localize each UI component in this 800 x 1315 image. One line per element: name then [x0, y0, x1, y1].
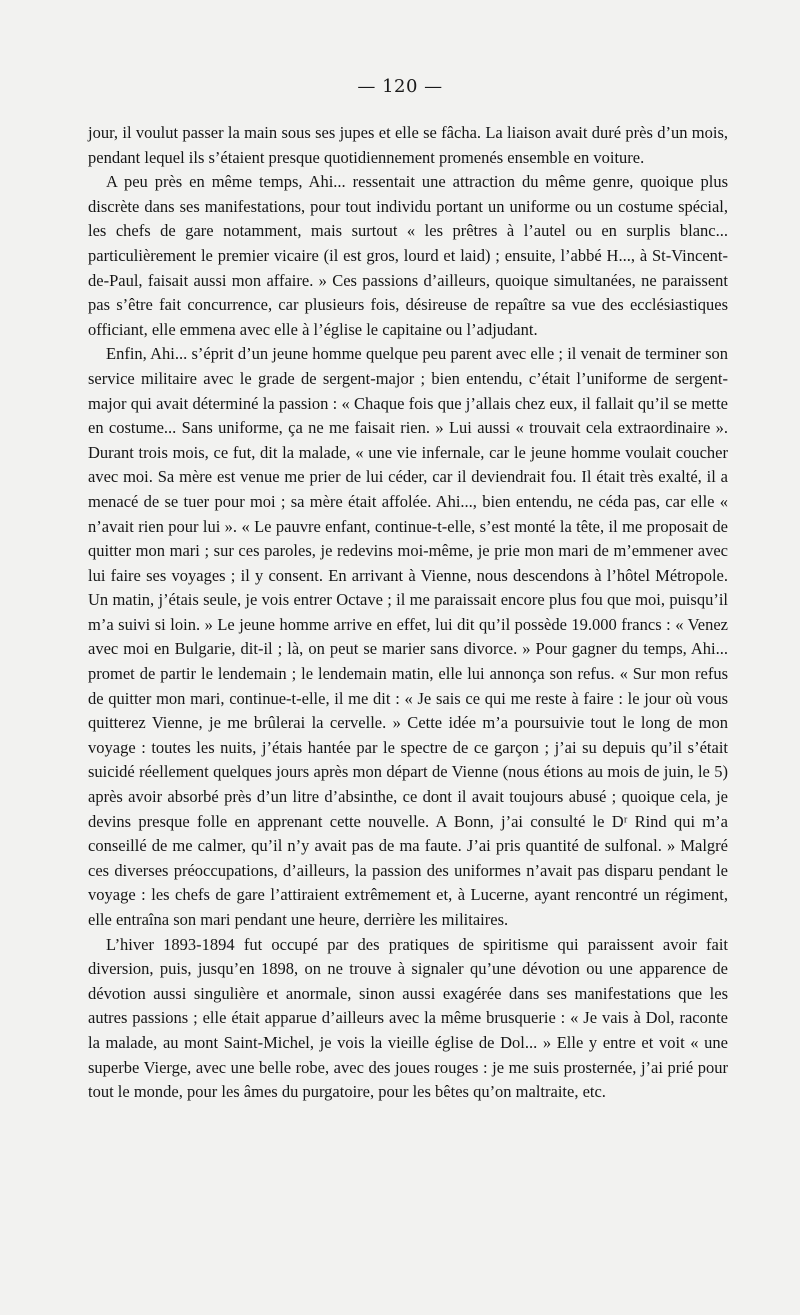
paragraph-4: L’hiver 1893-1894 fut occupé par des pratiques de spiritisme qui paraissent avoir fait diversion, puis, jusqu’en 1898, on ne trouve à signaler qu’une dévotion ou une apparence de dévotion aussi singulière et anormale, sinon aussi exagérée dans ses manifestations que les autres passions ; elle était apparue d’ailleurs avec la même brusquerie : « Je vais à Dol, raconte la malade, au mont Saint-Michel, je vois la vieille église de Dol... » Elle y entre et voit « une superbe Vierge, avec une belle robe, avec des joues rouges : je me suis prosternée, j’ai prié pour tout le monde, pour les âmes du purgatoire, pour les bêtes qu’on maltraite, etc. [88, 934, 728, 1102]
page-number: — 120 — [357, 76, 443, 97]
body-text [88, 121, 728, 1105]
paragraph-1: jour, il voulut passer la main sous ses jupes et elle se fâcha. La liaison avait duré près d’un mois, pendant lequel ils s’étaient presque quotidiennement promenés ensemble en voiture. [88, 123, 728, 167]
paragraph-3: Enfin, Ahi... s’éprit d’un jeune homme quelque peu parent avec elle ; il venait de terminer son service militaire avec le grade de sergent-major ; bien entendu, c’était l’uniforme de sergent-major qui avait déterminé la passion : « Chaque fois que j’allais chez eux, il fallait qu’il se mette en costume... Sans uniforme, ça ne me faisait rien. » Lui aussi « trouvait cela extraordinaire ». Durant trois mois, ce fut, dit la malade, « une vie infernale, car le jeune homme voulait coucher avec moi. Sa mère est venue me prier de lui céder, car il deviendrait fou. Il était très exalté, il a menacé de se tuer pour moi ; sa mère était affolée. Ahi..., bien entendu, ne céda pas, car elle « n’avait rien pour lui ». « Le pauvre enfant, continue-t-elle, s’est monté la tête, il me proposait de quitter mon mari ; sur ces paroles, je redevins moi-même, je prie mon mari de m’emmener avec lui faire ses voyages ; il y consent. En arrivant à Vienne, nous descendons à l’hôtel Métropole. Un matin, j’étais seule, je vois entrer Octave ; il me paraissait encore plus fou que moi, puisqu’il m’a suivi si loin. » Le jeune homme arrive en effet, lui dit qu’il possède 19.000 francs : « Venez avec moi en Bulgarie, dit-il ; là, on peut se marier sans divorce. » Pour gagner du temps, Ahi... promet de partir le lendemain ; le lendemain matin, elle lui annonça son refus. « Sur mon refus de quitter mon mari, continue-t-elle, il me dit : « Je sais ce qui me reste à faire : le jour où vous quitterez Vienne, je me brûlerai la cervelle. » Cette idée m’a poursuivie tout le long de mon voyage : toutes les nuits, j’étais hantée par le spectre de ce garçon ; j’ai su depuis qu’il s’était suicidé réellement quelques jours après mon départ de Vienne (nous étions au mois de juin, le 5) après avoir absorbé près d’un litre d’absinthe, ce dont il avait toujours abusé ; quoique cela, je devins presque folle en apprenant cette nouvelle. A Bonn, j’ai consulté le Dʳ Rind qui m’a conseillé de me calmer, qu’il n’y avait pas de ma faute. J’ai pris quantité de sulfonal. » Malgré ces diverses préoccupations, d’ailleurs, la passion des uniformes n’avait pas disparu pendant le voyage : les chefs de gare l’attiraient extrêmement et, à Lucerne, ayant rencontré un régiment, elle entraîna son mari pendant une heure, derrière les militaires. [88, 344, 728, 929]
paragraph-2: A peu près en même temps, Ahi... ressentait une attraction du même genre, quoique plus discrète dans ses manifestations, pour tout individu portant un uniforme ou un costume spécial, les chefs de gare notamment, mais surtout « les prêtres à l’autel ou en surplis blanc... particulièrement le premier vicaire (il est gros, lourd et laid) ; ensuite, l’abbé H..., à St-Vincent-de-Paul, faisait aussi mon affaire. » Ces passions d’ailleurs, quoique simultanées, ne paraissent pas s’être fait concurrence, car plusieurs fois, désireuse de repaître sa vue des ecclésiastiques officiant, elle emmena avec elle à l’église le capitaine ou l’adjudant. [88, 172, 728, 339]
